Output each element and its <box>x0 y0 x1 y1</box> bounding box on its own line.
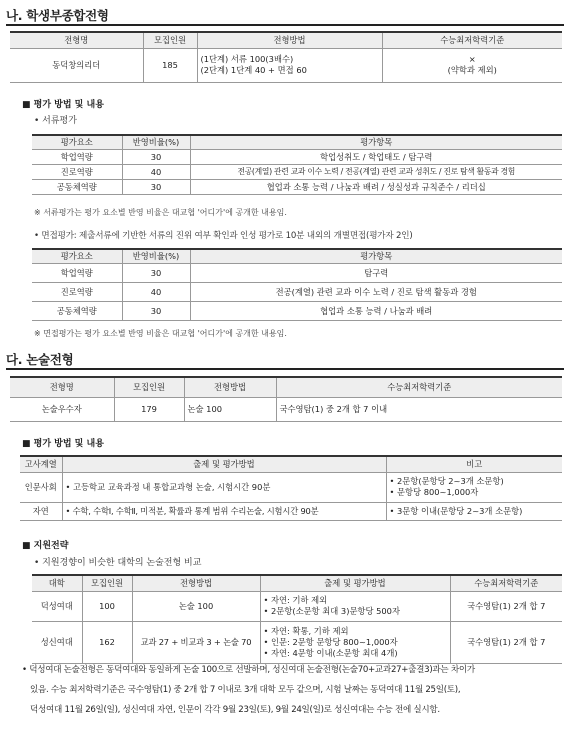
table-header: 평가항목 <box>190 135 562 149</box>
table-header: 반영비율(%) <box>122 135 190 149</box>
table-row <box>32 164 562 179</box>
table-header: 평가요소 <box>32 249 122 263</box>
table-header: 수능최저학력기준 <box>276 377 562 397</box>
table-header: 출제 및 평가방법 <box>260 575 450 591</box>
exam-method: • 고등학교 교육과정 내 통합교과형 논술, 시험시간 90분 <box>62 472 386 502</box>
csat-minimum: 국수영탐(1) 2개 합 7 <box>450 591 562 621</box>
csat-minimum <box>382 48 562 82</box>
da-overview-table <box>10 376 562 422</box>
table-row <box>32 591 562 621</box>
program-name: 동덕창의리더 <box>10 48 143 82</box>
eval-ratio: 30 <box>122 301 190 320</box>
table-row <box>32 179 562 194</box>
recruit-count: 100 <box>82 591 132 621</box>
table-header: 대학 <box>32 575 82 591</box>
eval-items: 협업과 소통 능력 / 나눔과 배려 <box>190 301 562 320</box>
table-row <box>10 48 562 82</box>
eval-element: 공동체역량 <box>32 179 122 194</box>
eval-line: • 자연: 확통, 기하 제외 <box>263 625 349 636</box>
eval-items: 학업성취도 / 학업태도 / 탐구력 <box>190 149 562 164</box>
table-row <box>20 472 562 502</box>
strategy-label: • 지원경향이 비슷한 대학의 논술전형 비교 <box>34 558 202 568</box>
summary-line: • 덕성여대 논술전형은 동덕여대와 동일하게 논술 100으로 선발하며, 성신여대 논술전형(논술70+교과27+출결3)과는 차이가 <box>22 665 475 675</box>
table-row <box>32 149 562 164</box>
table-row <box>20 502 562 520</box>
program-name: 논술우수자 <box>10 397 114 421</box>
table-header: 평가항목 <box>190 249 562 263</box>
table-header: 전형명 <box>10 32 143 48</box>
table-header: 수능최저학력기준 <box>450 575 562 591</box>
table-header: 출제 및 평가방법 <box>62 456 386 472</box>
table-header: 전형방법 <box>132 575 260 591</box>
exam-method: • 수학, 수학Ⅰ, 수학Ⅱ, 미적분, 확률과 통계 범위 수리논술, 시험시간 90분 <box>62 502 386 520</box>
table-row <box>10 397 562 421</box>
table-header-row <box>10 32 562 48</box>
csat-minimum: 국수영탐(1) 2개 합 7 <box>450 621 562 663</box>
eval-ratio: 30 <box>122 263 190 282</box>
selection-method: 교과 27 + 비교과 3 + 논술 70 <box>132 621 260 663</box>
exam-method <box>260 621 450 663</box>
interview-eval-table <box>32 248 562 321</box>
recruit-count: 162 <box>82 621 132 663</box>
table-header: 모집인원 <box>143 32 197 48</box>
doc-eval-label: • 서류평가 <box>34 116 77 126</box>
doc-eval-table <box>32 134 562 195</box>
summary-line: 덕성여대 11월 26일(일), 성신여대 자연, 인문이 각각 9월 23일(토), 9월 24일(일)로 성신여대는 수능 전에 실시함. <box>30 705 440 715</box>
note-line: • 3문항 이내(문항당 2~3개 소문항) <box>389 505 523 516</box>
eval-element: 학업역량 <box>32 263 122 282</box>
eval-line: • 2문항(소문항 최대 3)문항당 500자 <box>263 606 400 616</box>
exam-note <box>386 472 562 502</box>
note-line: • 문항당 800~1,000자 <box>389 487 479 497</box>
table-header: 전형방법 <box>197 32 382 48</box>
na-overview-table <box>10 31 562 83</box>
interview-eval-note: ※ 면접평가는 평가 요소별 반영 비율은 대교협 '어디가'에 공개한 내용임. <box>34 329 287 338</box>
method-line: (2단계) 1단계 40 + 면접 60 <box>200 65 307 75</box>
method-line: (1단계) 서류 100(3배수) <box>200 54 294 64</box>
recruit-count: 179 <box>114 397 184 421</box>
eval-ratio: 30 <box>122 179 190 194</box>
table-row <box>32 621 562 663</box>
exam-track: 인문사회 <box>20 472 62 502</box>
table-header-row <box>32 575 562 591</box>
table-header-row <box>32 135 562 149</box>
note-line: • 2문항(문항당 2~3개 소문항) <box>389 476 504 486</box>
summary-line: 있음. 수능 최저학력기준은 국수영탐(1) 중 2개 합 7 이내로 3개 대학 모두 같으며, 시험 날짜는 동덕여대 11월 25일(토), <box>30 685 461 695</box>
eval-items: 탐구력 <box>190 263 562 282</box>
eval-items: 협업과 소통 능력 / 나눔과 배려 / 성실성과 규칙준수 / 리더십 <box>190 179 562 194</box>
eval-element: 공동체역량 <box>32 301 122 320</box>
table-header: 고사계열 <box>20 456 62 472</box>
eval-line: • 자연: 기하 제외 <box>263 595 328 605</box>
table-row <box>32 301 562 320</box>
table-header-row <box>10 377 562 397</box>
selection-method <box>197 48 382 82</box>
selection-method: 논술 100 <box>132 591 260 621</box>
eval-ratio: 40 <box>122 282 190 301</box>
table-header: 반영비율(%) <box>122 249 190 263</box>
eval-ratio: 40 <box>122 164 190 179</box>
section-title-da: 다. 논술전형 <box>6 352 74 367</box>
csat-minimum: 국수영탐(1) 중 2개 합 7 이내 <box>276 397 562 421</box>
section-rule-da <box>6 368 564 370</box>
table-header-row <box>32 249 562 263</box>
eval-line: • 자연: 4문항 이내(소문항 최대 4개) <box>263 647 398 658</box>
eval-element: 진로역량 <box>32 282 122 301</box>
selection-method: 논술 100 <box>184 397 276 421</box>
recruit-count: 185 <box>143 48 197 82</box>
table-header: 수능최저학력기준 <box>382 32 562 48</box>
compare-table <box>32 574 562 664</box>
section-rule-na <box>6 24 564 26</box>
da-eval-heading: ■ 평가 방법 및 내용 <box>22 439 104 449</box>
eval-ratio: 30 <box>122 149 190 164</box>
exam-method <box>260 591 450 621</box>
table-header: 모집인원 <box>82 575 132 591</box>
university: 덕성여대 <box>32 591 82 621</box>
minimum-line: × <box>468 54 476 64</box>
table-row <box>32 282 562 301</box>
table-header: 전형명 <box>10 377 114 397</box>
table-header: 전형방법 <box>184 377 276 397</box>
eval-items: 전공(계열) 관련 교과 이수 노력 / 진로 탐색 활동과 경험 <box>190 282 562 301</box>
exam-note <box>386 502 562 520</box>
strategy-heading: ■ 지원전략 <box>22 541 69 551</box>
eval-items: 전공(계열) 관련 교과 이수 노력 / 전공(계열) 관련 교과 성취도 / 진로 탐색 활동과 경험 <box>190 164 562 179</box>
exam-track: 자연 <box>20 502 62 520</box>
table-header: 비고 <box>386 456 562 472</box>
eval-element: 학업역량 <box>32 149 122 164</box>
summary-paragraph <box>22 660 562 720</box>
da-eval-table <box>20 455 562 521</box>
table-row <box>32 263 562 282</box>
section-title-na: 나. 학생부종합전형 <box>6 8 109 23</box>
eval-line: • 인문: 2문항 문항당 800~1,000자 <box>263 636 398 647</box>
table-header: 평가요소 <box>32 135 122 149</box>
table-header: 모집인원 <box>114 377 184 397</box>
na-eval-heading: ■ 평가 방법 및 내용 <box>22 100 104 110</box>
interview-eval-label: • 면접평가: 제출서류에 기반한 서류의 진위 여부 확인과 인성 평가로 10분 내외의 개별면접(평가자 2인) <box>34 231 413 241</box>
doc-eval-note: ※ 서류평가는 평가 요소별 반영 비율은 대교협 '어디가'에 공개한 내용임. <box>34 208 287 217</box>
minimum-line: (약학과 제외) <box>447 65 497 75</box>
university: 성신여대 <box>32 621 82 663</box>
table-header-row <box>20 456 562 472</box>
eval-element: 진로역량 <box>32 164 122 179</box>
